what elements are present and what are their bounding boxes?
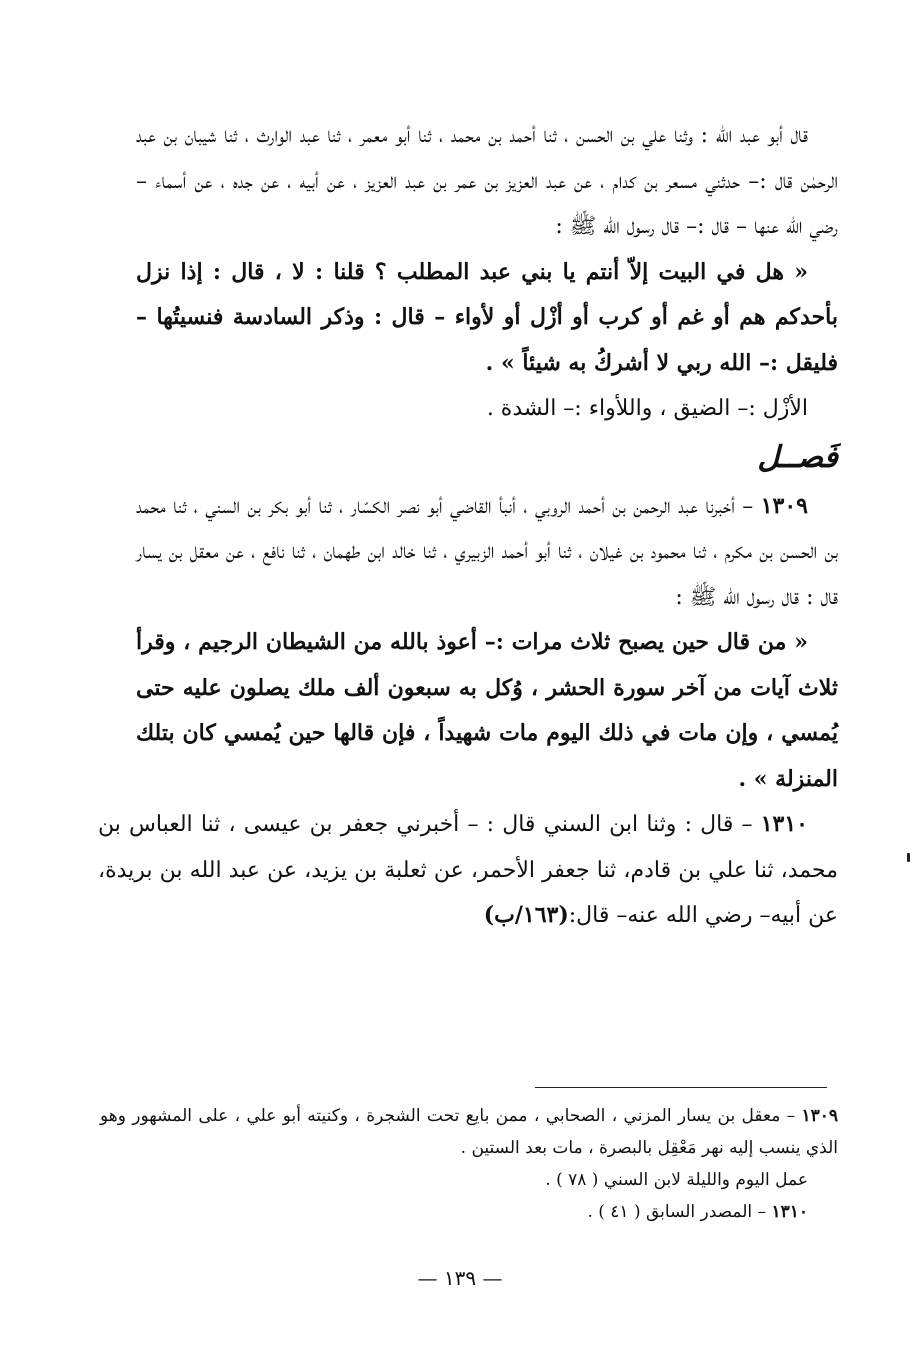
paragraph-hadith-1310 (98, 802, 838, 939)
page-number: — ١٣٩ — (417, 1266, 503, 1290)
footnote-number: ١٣٠٩ (801, 1106, 838, 1126)
gloss-text: الأزْل :– الضيق ، واللأواء :– الشدة . (486, 396, 808, 421)
footnote-number: ١٣١٠ (771, 1202, 808, 1222)
hadith-number: ١٣١٠ (760, 811, 808, 837)
footnote-1310 (100, 1196, 838, 1228)
footnote-text: – معقل بن يسار المزني ، الصحابي ، ممن بايع تحت الشجرة ، وكنيته أبو علي ، على المشهور وهو الذي ينسب إليه نهر مَعْقِل بالبصرة ، مات بعد الستين . (100, 1106, 838, 1158)
hadith-text: « من قال حين يصبح ثلاث مرات :– أعوذ بالله من الشيطان الرجيم ، وقرأ ثلاث آيات من آخر سورة الحشر ، وُكل به سبعون ألف ملك يصلون عليه حتى يُمسي ، وإن مات في ذلك اليوم مات شهيداً ، فإن قالها حين يُمسي كان بتلك المنزلة » . (136, 629, 838, 792)
isnad-text: – أخبرنا عبد الرحمن بن أحمد الروبي ، أنبأ القاضي أبو نصر الكسّار ، ثنا أبو بكر بن السني ، ثنا محمد بن الحسن بن مكرم ، ثنا محمود بن غيلان ، ثنا أبو أحمد الزبيري ، ثنا خالد ابن طهمان ، ثنا نافع ، عن معقل بن يسار قال : قال رسول الله ﷺ : (136, 493, 838, 610)
paragraph-isnad-asma (136, 113, 838, 250)
footnote-1309 (100, 1100, 838, 1164)
isnad-text: – قال : وثنا ابن السني قال : – أخبرني جعفر بن عيسى ، ثنا العباس بن محمد، ثنا علي بن قادم، ثنا جعفر الأحمر، عن ثعلبة بن يزيد، عن عبد الله بن بريدة، عن أبيه– رضي الله عنه– قال: (98, 812, 838, 928)
section-heading: فَصــل (757, 439, 838, 475)
hadith-text: « هل في البيت إلاّ أنتم يا بني عبد المطلب ؟ قلنا : لا ، قال : إذا نزل بأحدكم هم أو غم أو كرب أو أزْل أو لأواء – قال : وذكر السادسة فنسيتُها – فليقل :– الله ربي لا أشركُ به شيئاً » . (136, 258, 838, 376)
paragraph-hadith-matn (136, 250, 838, 387)
footnote-divider (535, 1087, 827, 1088)
paragraph-hadith-1309-matn (136, 620, 838, 802)
paragraph-gloss (136, 386, 838, 432)
footnote-text: – المصدر السابق ( ٤١ ) . (587, 1202, 772, 1222)
footnotes (100, 1100, 838, 1228)
manuscript-folio-marker: (١٦٣/ب) (483, 902, 569, 928)
main-text (98, 113, 838, 939)
paragraph-text: قال أبو عبد الله : وثنا علي بن الحسن ، ثنا أحمد بن محمد ، ثنا أبو معمر ، ثنا عبد الوارث ، ثنا شيبان بن عبد الرحمٰن قال :– حدثني مسعر بن كدام ، عن عبد العزيز بن عمر بن عبد العزيز ، عن أبيه ، عن جده ، عن أسماء – رضي الله عنها – قال :– قال رسول الله ﷺ : (136, 123, 838, 239)
footnote-1309-source: عمل اليوم والليلة لابن السني ( ٧٨ ) . (545, 1170, 808, 1190)
margin-mark (907, 853, 910, 862)
paragraph-hadith-1309 (136, 484, 838, 621)
hadith-number: ١٣٠٩ (760, 492, 808, 519)
